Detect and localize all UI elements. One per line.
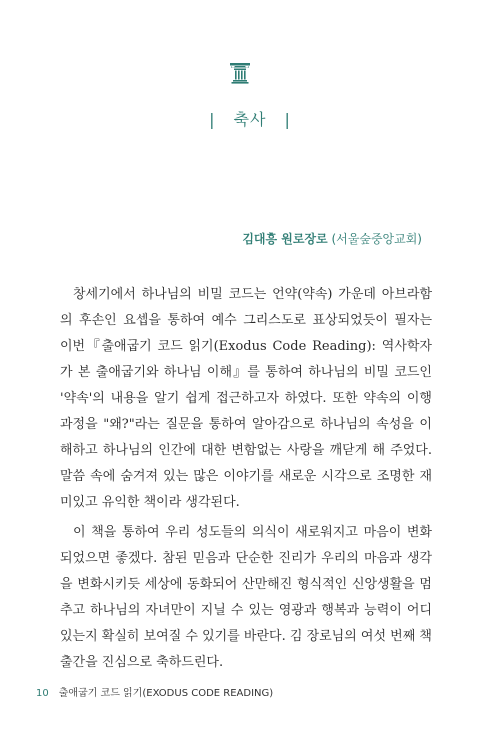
section-heading — [0, 107, 500, 130]
author-line — [242, 230, 422, 247]
paragraph: 이 책을 통하여 우리 성도들의 의식이 새로워지고 마음이 변화되었으면 좋겠다. 참된 믿음과 단순한 진리가 우리의 마음과 생각을 변화시키듯 세상에 동화되어 산만해진 형식적인 신앙생활을 멈추고 하나님의 자녀만이 지닐 수 있는 영광과 행복과 능력이 어디 있는지 확실히 보여질 수 있기를 바란다. 김 장로님의 여섯 번째 책 출간을 진심으로 축하드린다. — [60, 525, 432, 670]
page-number: 10 — [36, 688, 49, 699]
section-title: 축사 — [233, 110, 267, 129]
author-name: 김대흥 원로장로 — [242, 232, 328, 246]
page-footer — [36, 684, 273, 699]
heading-bar-right: | — [284, 110, 291, 129]
body-text — [60, 282, 432, 676]
heading-bar-left: | — [209, 110, 216, 129]
author-affiliation: (서울숲중앙교회) — [331, 232, 422, 246]
pillar-icon — [229, 62, 251, 84]
paragraph: 창세기에서 하나님의 비밀 코드는 언약(약속) 가운데 아브라함의 후손인 요셉을 통하여 예수 그리스도로 표상되었듯이 필자는 이번『출애굽기 코드 읽기(Exodus Code Reading): 역사학자가 본 출애굽기와 하나님 이해』를 통하여 하나님의 비밀 코드인 '약속'의 내용을 알기 쉽게 접근하고자 하였다. 또한 약속의 이행 과정을 "왜?"라는 질문을 통하여 알아감으로 하나님의 속성을 이해하고 하나님의 인간에 대한 변함없는 사랑을 깨닫게 해 주었다. 말씀 속에 숨겨져 있는 많은 이야기를 새로운 시각으로 조명한 재미있고 유익한 책이라 생각된다. — [60, 287, 432, 510]
running-title: 출애굽기 코드 읽기(EXODUS CODE READING) — [58, 688, 274, 699]
